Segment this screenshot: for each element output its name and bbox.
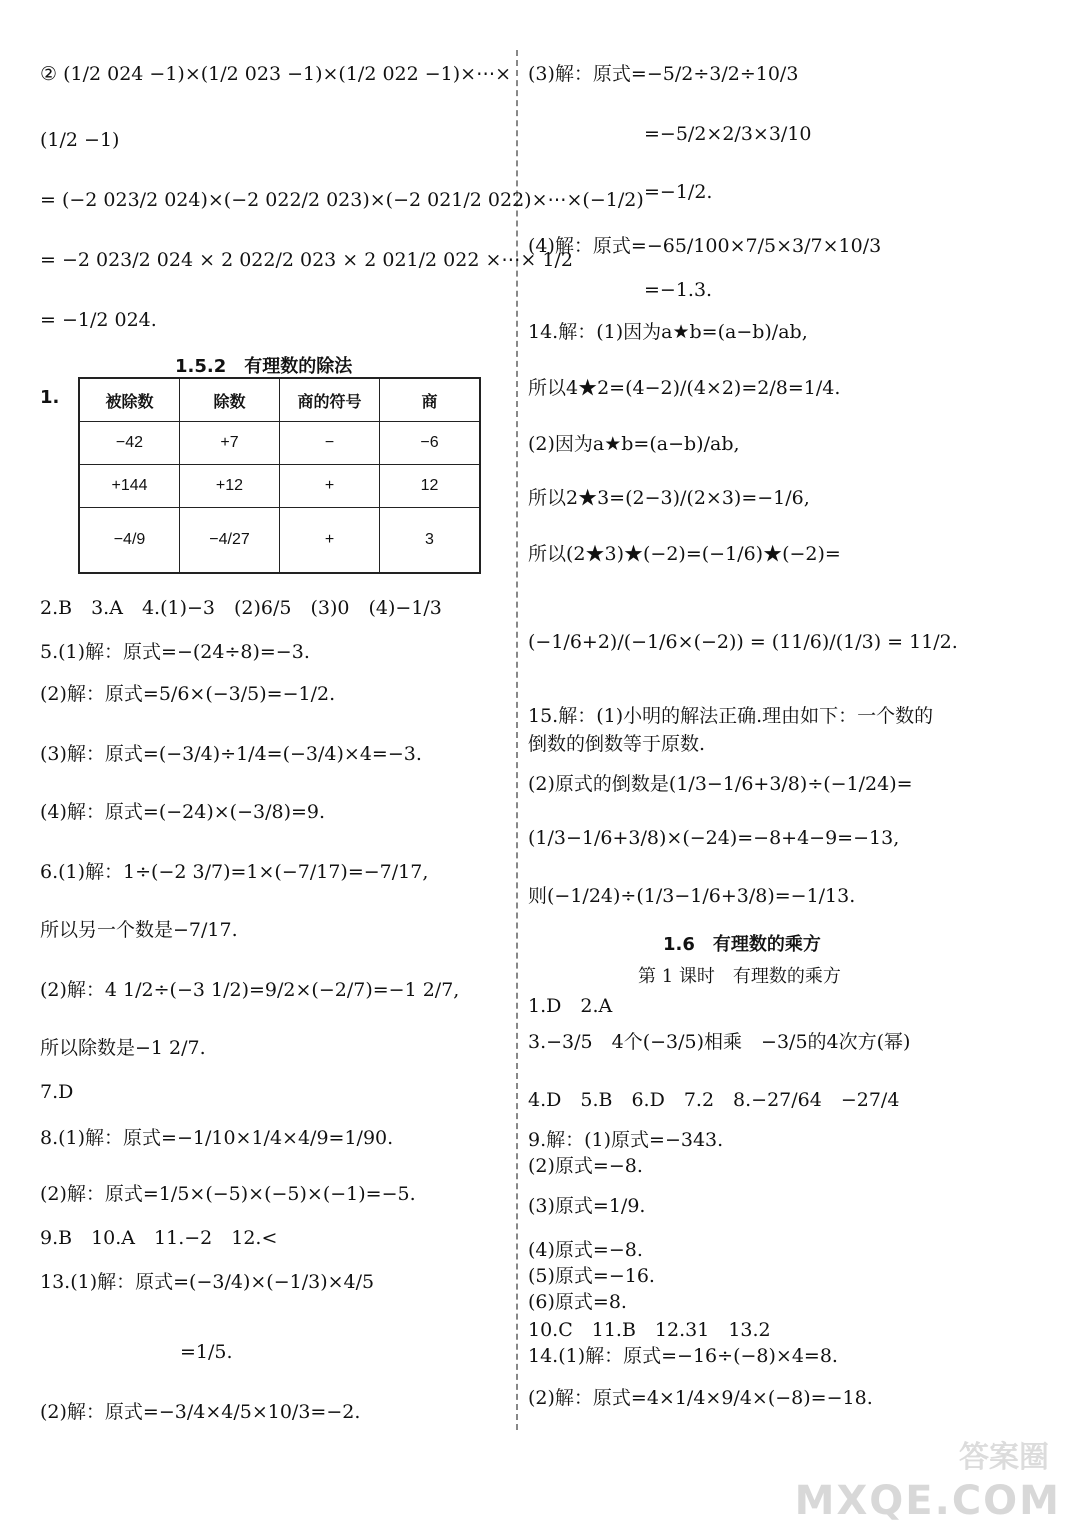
left-line: 9.B 10.A 11.−2 12.< bbox=[40, 1227, 278, 1249]
right-line: 15.解：(1)小明的解法正确.理由如下：一个数的 bbox=[528, 705, 934, 727]
right-line: 3.−3/5 4个(−3/5)相乘 −3/5的4次方(幂) bbox=[528, 1031, 911, 1053]
right-line: (−1/6+2)/(−1/6×(−2)) = (11/6)/(1/3) = 11/2. bbox=[528, 631, 958, 653]
table-cell: +12 bbox=[180, 465, 280, 508]
table-cell: +7 bbox=[180, 422, 280, 465]
table-header-cell: 商 bbox=[380, 378, 481, 422]
right-line: =−1/2. bbox=[644, 181, 713, 203]
right-line: 则(−1/24)÷(1/3−1/6+3/8)=−1/13. bbox=[528, 885, 856, 907]
left-line: = −2 023/2 024 × 2 022/2 023 × 2 021/2 022 ×⋯× 1/2 bbox=[40, 249, 573, 271]
right-line: (2)解：原式=4×1/4×9/4×(−8)=−18. bbox=[528, 1387, 873, 1409]
right-line: (2)因为a★b=(a−b)/ab, bbox=[528, 433, 740, 455]
right-line: 14.(1)解：原式=−16÷(−8)×4=8. bbox=[528, 1345, 838, 1367]
right-line: (3)解：原式=−5/2÷3/2÷10/3 bbox=[528, 63, 799, 85]
question-number: 1. bbox=[40, 387, 60, 408]
right-line: (1/3−1/6+3/8)×(−24)=−8+4−9=−13, bbox=[528, 827, 900, 849]
table-cell: −4/9 bbox=[79, 508, 180, 574]
left-line: (3)解：原式=(−3/4)÷1/4=(−3/4)×4=−3. bbox=[40, 743, 422, 765]
right-line: 所以4★2=(4−2)/(4×2)=2/8=1/4. bbox=[528, 377, 841, 399]
table-header-cell: 除数 bbox=[180, 378, 280, 422]
right-line: (4)原式=−8. bbox=[528, 1239, 643, 1261]
left-line: (2)解：原式=1/5×(−5)×(−5)×(−1)=−5. bbox=[40, 1183, 416, 1205]
section-title: 1.6 有理数的乘方 bbox=[663, 934, 821, 955]
right-line: (5)原式=−16. bbox=[528, 1265, 655, 1287]
right-line: (2)原式=−8. bbox=[528, 1155, 643, 1177]
right-line: (3)原式=1/9. bbox=[528, 1195, 646, 1217]
watermark-url: MXQE.COM bbox=[794, 1478, 1061, 1524]
right-line: 所以2★3=(2−3)/(2×3)=−1/6, bbox=[528, 487, 810, 509]
right-line: (2)原式的倒数是(1/3−1/6+3/8)÷(−1/24)= bbox=[528, 773, 913, 795]
left-line: 6.(1)解：1÷(−2 3/7)=1×(−7/17)=−7/17, bbox=[40, 861, 429, 883]
table-row bbox=[79, 422, 480, 465]
right-line: (4)解：原式=−65/100×7/5×3/7×10/3 bbox=[528, 235, 882, 257]
right-line: =−5/2×2/3×3/10 bbox=[644, 123, 812, 145]
table-cell: 12 bbox=[380, 465, 481, 508]
table-cell: + bbox=[280, 508, 380, 574]
left-line: 13.(1)解：原式=(−3/4)×(−1/3)×4/5 bbox=[40, 1271, 375, 1293]
right-line: 4.D 5.B 6.D 7.2 8.−27/64 −27/4 bbox=[528, 1089, 900, 1111]
left-line: = −1/2 024. bbox=[40, 309, 157, 331]
right-line: 1.D 2.A bbox=[528, 995, 613, 1017]
left-line: (2)解：原式=5/6×(−3/5)=−1/2. bbox=[40, 683, 336, 705]
right-line: 倒数的倒数等于原数. bbox=[528, 733, 706, 755]
table-cell: − bbox=[280, 422, 380, 465]
table-cell: +144 bbox=[79, 465, 180, 508]
left-line: 5.(1)解：原式=−(24÷8)=−3. bbox=[40, 641, 310, 663]
left-line: (2)解：原式=−3/4×4/5×10/3=−2. bbox=[40, 1401, 361, 1423]
left-line: 所以除数是−1 2/7. bbox=[40, 1037, 206, 1059]
left-line: (4)解：原式=(−24)×(−3/8)=9. bbox=[40, 801, 326, 823]
table-header-row bbox=[79, 378, 480, 422]
table-header-cell: 商的符号 bbox=[280, 378, 380, 422]
left-line: =1/5. bbox=[180, 1341, 233, 1363]
left-line: 8.(1)解：原式=−1/10×1/4×4/9=1/90. bbox=[40, 1127, 394, 1149]
table-cell: −42 bbox=[79, 422, 180, 465]
left-line: 7.D bbox=[40, 1081, 74, 1103]
left-line: 所以另一个数是−7/17. bbox=[40, 919, 238, 941]
section-subtitle: 第 1 课时 有理数的乘方 bbox=[638, 966, 841, 987]
left-line: 2.B 3.A 4.(1)−3 (2)6/5 (3)0 (4)−1/3 bbox=[40, 597, 442, 619]
left-line: ② (1/2 024 −1)×(1/2 023 −1)×(1/2 022 −1)×⋯× bbox=[40, 63, 512, 85]
table-cell: + bbox=[280, 465, 380, 508]
left-line: (2)解：4 1/2÷(−3 1/2)=9/2×(−2/7)=−1 2/7, bbox=[40, 979, 460, 1001]
section-title: 1.5.2 有理数的除法 bbox=[175, 356, 353, 377]
division-table bbox=[78, 377, 481, 574]
table-cell: 3 bbox=[380, 508, 481, 574]
table-cell: −4/27 bbox=[180, 508, 280, 574]
table-row bbox=[79, 508, 480, 574]
right-line: 9.解：(1)原式=−343. bbox=[528, 1129, 724, 1151]
right-line: (6)原式=8. bbox=[528, 1291, 627, 1313]
right-line: =−1.3. bbox=[644, 279, 713, 301]
left-line: = (−2 023/2 024)×(−2 022/2 023)×(−2 021/2 022)×⋯×(−1/2) bbox=[40, 189, 644, 211]
watermark-logo: 答案圈 bbox=[959, 1440, 1049, 1475]
right-line: 所以(2★3)★(−2)=(−1/6)★(−2)= bbox=[528, 543, 841, 565]
table-cell: −6 bbox=[380, 422, 481, 465]
right-line: 14.解：(1)因为a★b=(a−b)/ab, bbox=[528, 321, 808, 343]
table-header-cell: 被除数 bbox=[79, 378, 180, 422]
table-row bbox=[79, 465, 480, 508]
right-line: 10.C 11.B 12.31 13.2 bbox=[528, 1319, 771, 1341]
left-line: (1/2 −1) bbox=[40, 129, 120, 151]
